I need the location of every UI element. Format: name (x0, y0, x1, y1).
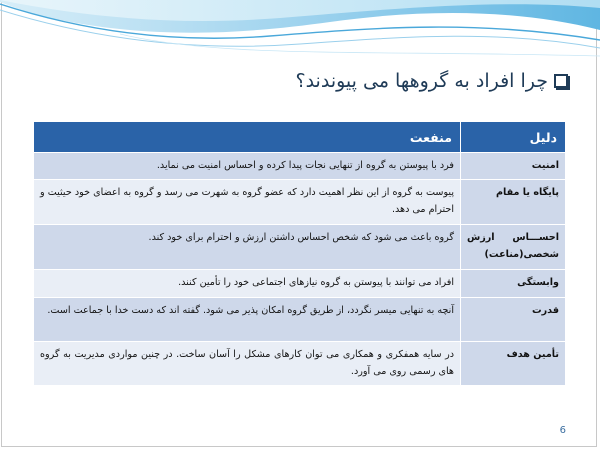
slide-title-row (60, 70, 568, 92)
reason-cell: قدرت (461, 298, 566, 342)
reasons-table (33, 121, 566, 386)
benefit-cell: افراد می توانند با پیوستن به گروه نیازهای اجتماعی خود را تأمین کنند. (34, 270, 461, 298)
checkbox-bullet-icon (554, 74, 568, 88)
header-benefit: منفعت (34, 122, 461, 153)
reason-cell: وابستگی (461, 270, 566, 298)
benefit-cell: گروه باعث می شود که شخص احساس داشتن ارزش و احترام برای خود کند. (34, 225, 461, 270)
table-header-row (34, 122, 566, 153)
header-wave-decoration (0, 0, 600, 70)
table-row (34, 270, 566, 298)
table-row (34, 342, 566, 386)
page-number: 6 (559, 425, 566, 436)
benefit-cell: پیوست به گروه از این نظر اهمیت دارد که عضو گروه به شهرت می رسد و گروه به اعضای خود حیثیت و احترام می دهد. (34, 180, 461, 225)
benefit-cell: فرد با پیوستن به گروه از تنهایی نجات پیدا کرده و احساس امنیت می نماید. (34, 153, 461, 180)
header-reason: دلیل (461, 122, 566, 153)
reason-cell: پایگاه یا مقام (461, 180, 566, 225)
table-row (34, 153, 566, 180)
reason-cell: امنیت (461, 153, 566, 180)
reason-cell: احســـاس ارزش شخصی(مناعت) (461, 225, 566, 270)
benefit-cell: آنچه به تنهایی میسر نگردد، از طریق گروه امکان پذیر می شود. گفته اند که دست خدا با جماعت است. (34, 298, 461, 342)
benefit-cell: در سایه همفکری و همکاری می توان کارهای مشکل را آسان ساخت. در چنین مواردی مدیریت به گروه های رسمی روی می آورد. (34, 342, 461, 386)
slide-title: چرا افراد به گروهها می پیوندند؟ (295, 70, 548, 92)
table-row (34, 225, 566, 270)
table-row (34, 180, 566, 225)
reason-cell: تأمین هدف (461, 342, 566, 386)
table-row (34, 298, 566, 342)
